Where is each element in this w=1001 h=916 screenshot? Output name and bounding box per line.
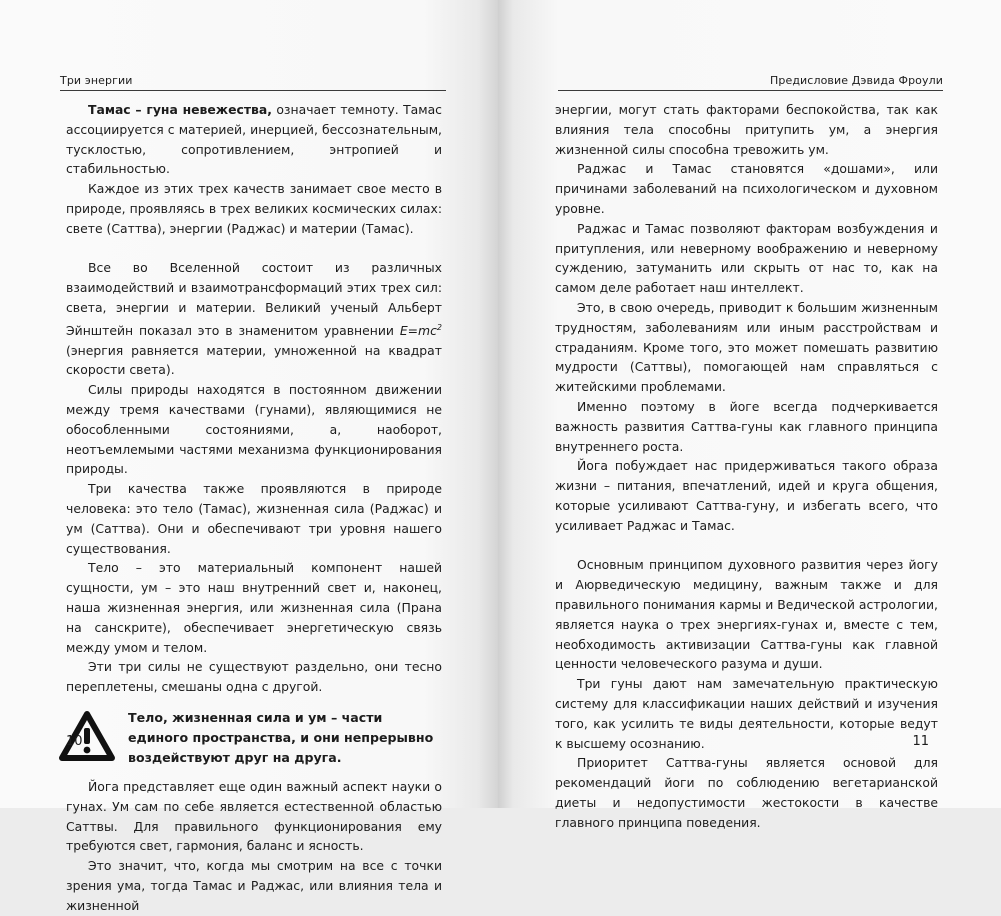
paragraph: Основным принципом духовного развития через йогу и Аюрведическую медицину, важным также и для правильного понимания кармы и Ведической астрологии, является наука о трех энергиях-гунах и, вместе с тем, необходимость активизации Саттва-гуны как главной ценности человеческого разума и души. <box>555 557 938 672</box>
page-body <box>555 100 938 832</box>
paragraph: Это значит, что, когда мы смотрим на все с точки зрения ума, тогда Тамас и Раджас, или влияния тела и жизненной <box>66 858 442 913</box>
paragraph: энергии, могут стать факторами беспокойства, так как влияния тела способны притупить ум, а энергия жизненной силы способна тревожить ум. <box>555 102 938 157</box>
warning-callout <box>58 708 442 768</box>
left-page <box>0 0 498 913</box>
paragraph: Эти три силы не существуют раздельно, они тесно переплетены, смешаны одна с другой. <box>66 659 442 695</box>
paragraph: Именно поэтому в йоге всегда подчеркивается важность развития Саттва-гуны как главного принципа внутреннего роста. <box>555 398 938 454</box>
callout-text: Тело, жизненная сила и ум – части единого пространства, и они непрерывно воздействуют друг на друга. <box>128 710 434 766</box>
paragraph: Силы природы находятся в постоянном движении между тремя качествами (гунами), являющимися не обособленными состояниями, а, наоборот, неотъемлемыми частями механизма функционирования природы. <box>66 382 442 477</box>
running-head: Предисловие Дэвида Фроули <box>770 74 943 87</box>
paragraph: Йога побуждает нас придерживаться такого образа жизни – питания, впечатлений, идей и круга общения, которые усиливают Саттва-гуну, и избегать всего, что усиливает Раджас и Тамас. <box>555 458 938 533</box>
paragraph: Тело – это материальный компонент нашей сущности, ум – это наш внутренний свет и, наконец, наша жизненная энергия, или жизненная сила (Прана на санскрите), обеспечивает энергетическую связь между умом и телом. <box>66 560 442 655</box>
header-rule <box>60 90 446 91</box>
page-number: 10 <box>66 734 83 749</box>
right-page <box>498 0 1001 830</box>
paragraph: Раджас и Тамас становятся «дошами», или причинами заболеваний на психологическом и духовном уровне. <box>555 161 938 216</box>
page-body <box>66 100 442 916</box>
paragraph: Йога представляет еще один важный аспект науки о гунах. Ум сам по себе является естественной областью Саттвы. Для правильного функционирования ему требуются свет, гармония, баланс и ясность. <box>66 779 442 854</box>
running-head: Три энергии <box>60 74 133 87</box>
paragraph: Каждое из этих трех качеств занимает свое место в природе, проявляясь в трех великих космических силах: свете (Саттва), энергии (Раджас) и материи (Тамас). <box>66 181 442 236</box>
equation: $E=mc^2$ <box>399 322 442 338</box>
paragraph: Три гуны дают нам замечательную практическую систему для классификации наших действий и изучения того, как усилить те виды деятельности, которые ведут к высшему осознанию. <box>555 676 938 751</box>
paragraph: Тамас – гуна невежества, означает темноту. Тамас ассоциируется с материей, инерцией, бессознательным, тусклостью, сопротивлением, энтропией и стабильностью. <box>66 102 442 177</box>
bold-lead: Тамас – гуна невежества, <box>88 102 272 117</box>
page-number: 11 <box>912 734 929 749</box>
header-rule <box>558 90 943 91</box>
paragraph: Приоритет Саттва-гуны является основой для рекомендаций йоги по соблюдению вегетарианской диеты и недопустимости жестокости в качестве главного принципа поведения. <box>555 755 938 830</box>
paragraph: Это, в свою очередь, приводит к большим жизненным трудностям, заболеваниям или иным расстройствам и страданиям. Кроме того, это может помешать развитию мудрости (Саттвы), помогающей нам справляться с житейскими проблемами. <box>555 299 938 395</box>
paragraph: Раджас и Тамас позволяют факторам возбуждения и притупления, или неверному воображению и неверному суждению, затуманить или скрыть от нас то, как на самом деле работает наш интеллект. <box>555 220 938 296</box>
paragraph: Все во Вселенной состоит из различных взаимодействий и взаимотрансформаций этих трех сил: света, энергии и материи. Великий ученый Альберт Эйнштейн показал это в знаменитом уравнении $E=mc^2$ (энергия равняется материи, умноженной на квадрат скорости света). <box>66 260 442 378</box>
paragraph: Три качества также проявляются в природе человека: это тело (Тамас), жизненная сила (Раджас) и ум (Саттва). Они и обеспечивают три уровня нашего существования. <box>66 481 442 556</box>
